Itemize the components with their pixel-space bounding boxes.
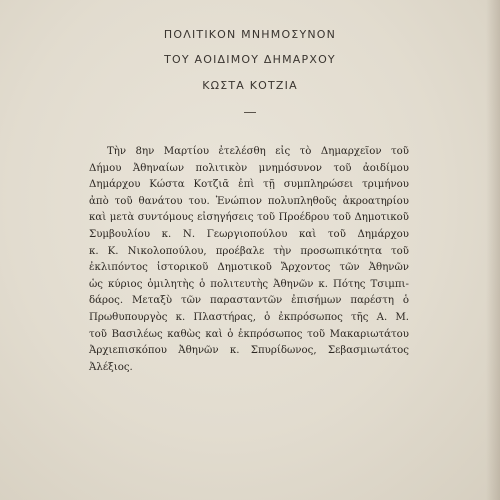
body-line: Συμβουλίου κ. Ν. Γεωργιοπούλου καὶ τοῦ Δημάρχου <box>89 228 409 240</box>
body-line: Πρωθυπουργὸς κ. Πλαστήρας, ὁ ἐκπρόσωπος τῆς Α. Μ. <box>89 311 409 323</box>
body-line: ἐκλιπόντος ἱστορικοῦ Δημοτικοῦ Ἄρχοντος τῶν Ἀθηνῶν <box>89 262 409 274</box>
heading-line-2: ΤΟΥ ΑΟΙΔΙΜΟΥ ΔΗΜΑΡΧΟΥ <box>164 53 336 66</box>
body-line: ὡς κύριος ὁμιλητὴς ὁ πολιτευτὴς Ἀθηνῶν κ. Πότης Τσιμπι- <box>89 278 409 290</box>
body-line: δάρος. Μεταξὺ τῶν παρασταντῶν ἐπισήμων παρέστη ὁ <box>89 295 409 307</box>
spine-shadow <box>486 0 500 500</box>
body-line: ἀπὸ τοῦ θανάτου του. Ἐνώπιον πολυπληθοῦς ἀκροατηρίου <box>89 195 409 207</box>
body-line: Δημάρχου Κώστα Κοτζιᾶ ἐπὶ τῇ συμπληρώσει τριμήνου <box>89 179 409 191</box>
body-line: Δήμου Ἀθηναίων πολιτικὸν μνημόσυνον τοῦ ἀοιδίμου <box>89 162 409 174</box>
body-line: κ. Κ. Νικολοπούλου, προέβαλε τὴν προσωπικότητα τοῦ <box>89 245 409 257</box>
body-line: καὶ μετὰ συντόμους εἰσηγήσεις τοῦ Προέδρου τοῦ Δημοτικοῦ <box>89 212 409 224</box>
heading-line-1: ΠΟΛΙΤΙΚΟΝ ΜΝΗΜΟΣΥΝΟΝ <box>163 28 337 41</box>
heading-line-3: ΚΩΣΤΑ ΚΟΤΖΙΑ <box>202 79 298 92</box>
body-line: Τὴν 8ην Μαρτίου ἐτελέσθη εἰς τὸ Δημαρχεῖον τοῦ <box>107 146 409 157</box>
separator-rule <box>244 112 256 113</box>
body-line: Ἀρχιεπισκόπου Ἀθηνῶν κ. Σπυρίδωνος, Σεβασμιωτάτος <box>89 345 409 357</box>
body-paragraph <box>89 144 409 376</box>
body-line: Ἀλέξιος. <box>89 361 133 373</box>
body-line: τοῦ Βασιλέως καθὼς καὶ ὁ ἐκπρόσωπος τοῦ Μακαριωτάτου <box>89 328 409 340</box>
